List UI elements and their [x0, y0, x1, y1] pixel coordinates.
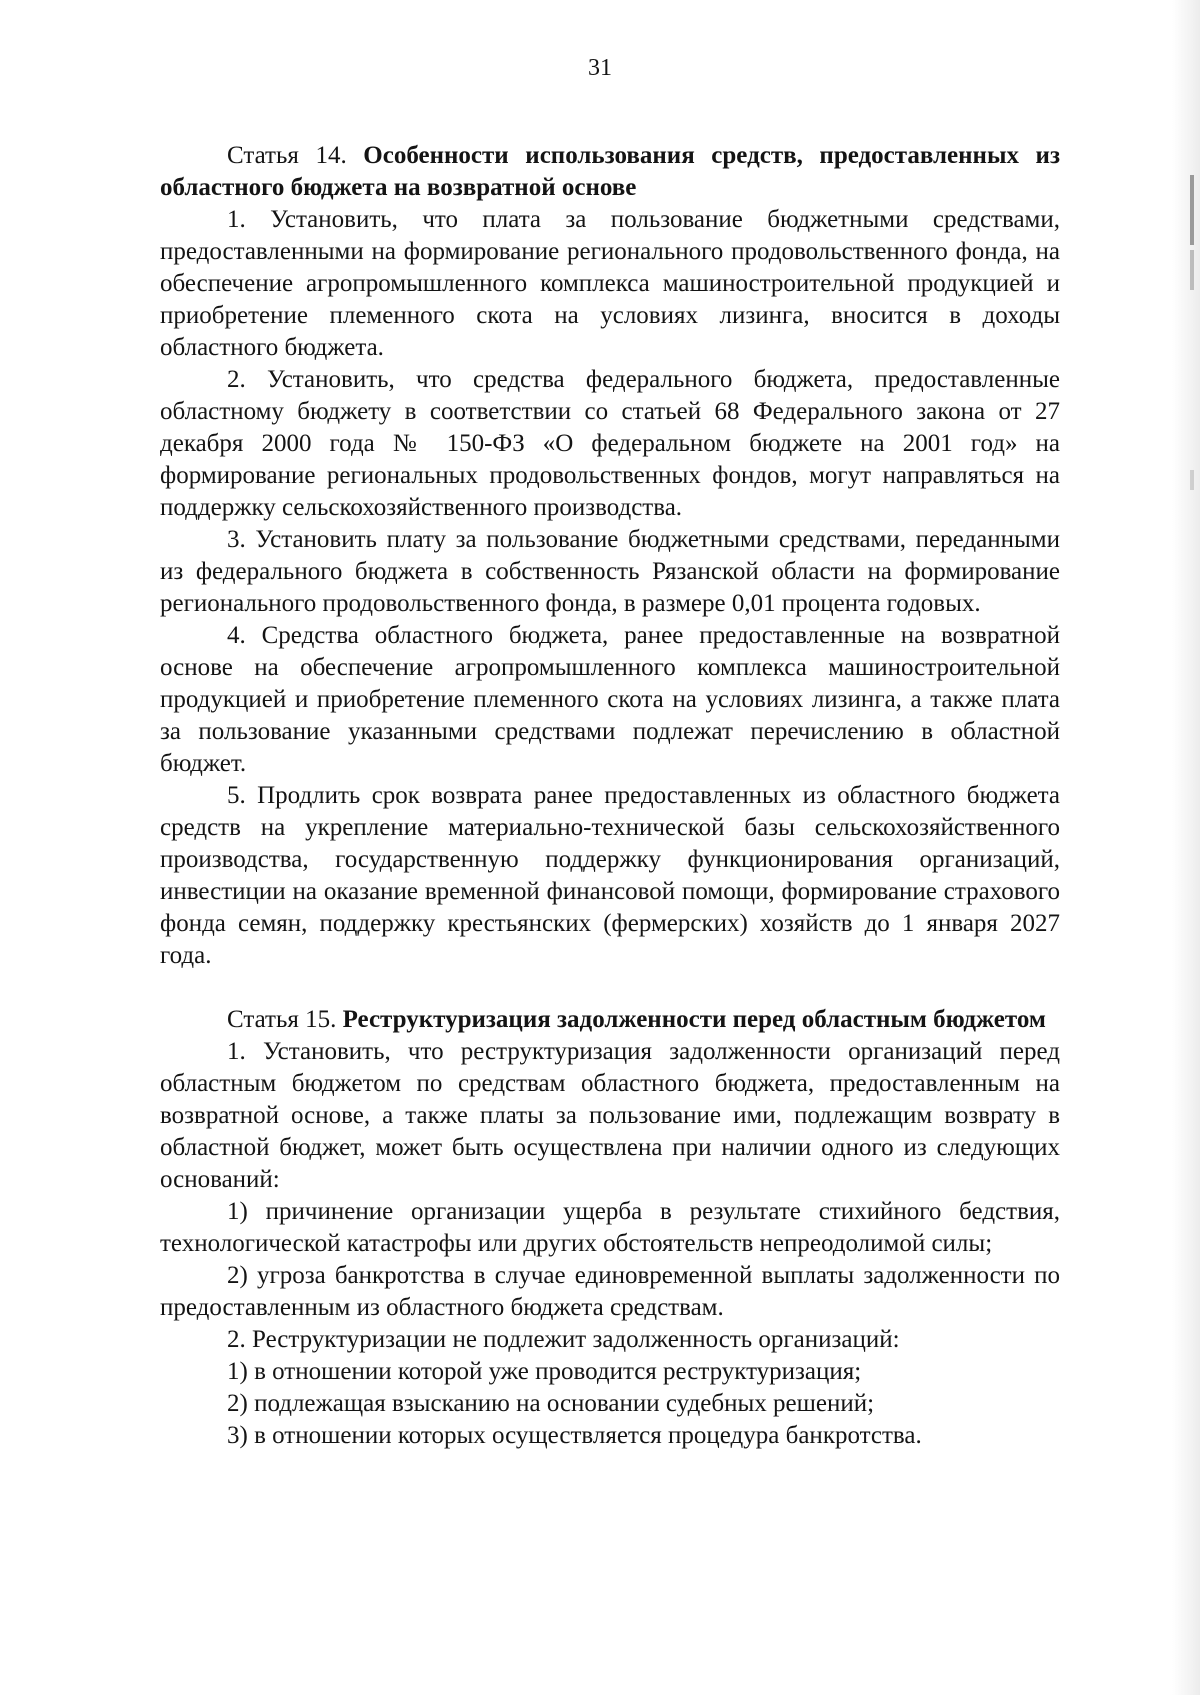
scan-mark [1190, 250, 1194, 290]
article-14-paragraph-5: 5. Продлить срок возврата ранее предоставленных из областного бюджета средств на укрепление материально-технической базы сельскохозяйственного производства, государственную поддержку функционирования организаций, инвестиции на оказание временной финансовой помощи, формирование страхового фонда семян, поддержку крестьянских (фермерских) хозяйств до 1 января 2027 года. [160, 782, 1060, 969]
scan-edge-decoration [1172, 0, 1200, 1695]
article-15-heading [160, 1004, 1060, 1036]
article-15-exclusion-2: 2) подлежащая взысканию на основании судебных решений; [227, 1390, 875, 1417]
article-15-item-1: 1) причинение организации ущерба в результате стихийного бедствия, технологической катастрофы или других обстоятельств непреодолимой силы; [160, 1198, 1060, 1257]
article-15-paragraph-1: 1. Установить, что реструктуризация задолженности организаций перед областным бюджетом по средствам областного бюджета, предоставленным на возвратной основе, а также платы за пользование ими, подлежащим возврату в областной бюджет, может быть осуществлена при наличии одного из следующих оснований: [160, 1038, 1060, 1193]
article-14-paragraph-3: 3. Установить плату за пользование бюджетными средствами, переданными из федерального бюджета в собственность Рязанской области на формирование регионального продовольственного фонда, в размере 0,01 процента годовых. [160, 526, 1060, 617]
page-number: 31 [588, 55, 612, 81]
article-14-paragraph-4: 4. Средства областного бюджета, ранее предоставленные на возвратной основе на обеспечение агропромышленного комплекса машиностроительной продукцией и приобретение племенного скота на условиях лизинга, а также плата за пользование указанными средствами подлежат перечислению в областной бюджет. [160, 622, 1060, 777]
document-body [160, 140, 1060, 1452]
article-15-paragraph-2: 2. Реструктуризации не подлежит задолженность организаций: [227, 1326, 900, 1353]
article-14-title: Особенности использования средств, предоставленных из областного бюджета на возвратной основе [160, 142, 1060, 201]
scan-mark [1190, 470, 1194, 490]
article-15-title: Реструктуризация задолженности перед областным бюджетом [342, 1006, 1046, 1033]
article-15-exclusion-1: 1) в отношении которой уже проводится реструктуризация; [227, 1358, 862, 1385]
article-15-exclusion-3: 3) в отношении которых осуществляется процедура банкротства. [227, 1422, 922, 1449]
scan-mark [1190, 175, 1194, 245]
article-14-paragraph-2: 2. Установить, что средства федерального бюджета, предоставленные областному бюджету в соответствии со статьей 68 Федерального закона от 27 декабря 2000 года № 150-ФЗ «О федеральном бюджете на 2001 год» на формирование региональных продовольственных фондов, могут направляться на поддержку сельскохозяйственного производства. [160, 366, 1060, 521]
article-15-prefix: Статья 15. [227, 1006, 337, 1033]
section-gap [160, 972, 1060, 1004]
article-14-paragraph-1: 1. Установить, что плата за пользование бюджетными средствами, предоставленными на формирование регионального продовольственного фонда, на обеспечение агропромышленного комплекса машиностроительной продукцией и приобретение племенного скота на условиях лизинга, вносится в доходы областного бюджета. [160, 206, 1060, 361]
article-14-prefix: Статья 14. [227, 142, 347, 169]
article-15-item-2: 2) угроза банкротства в случае единовременной выплаты задолженности по предоставленным из областного бюджета средствам. [160, 1262, 1060, 1321]
article-14-heading [160, 140, 1060, 204]
